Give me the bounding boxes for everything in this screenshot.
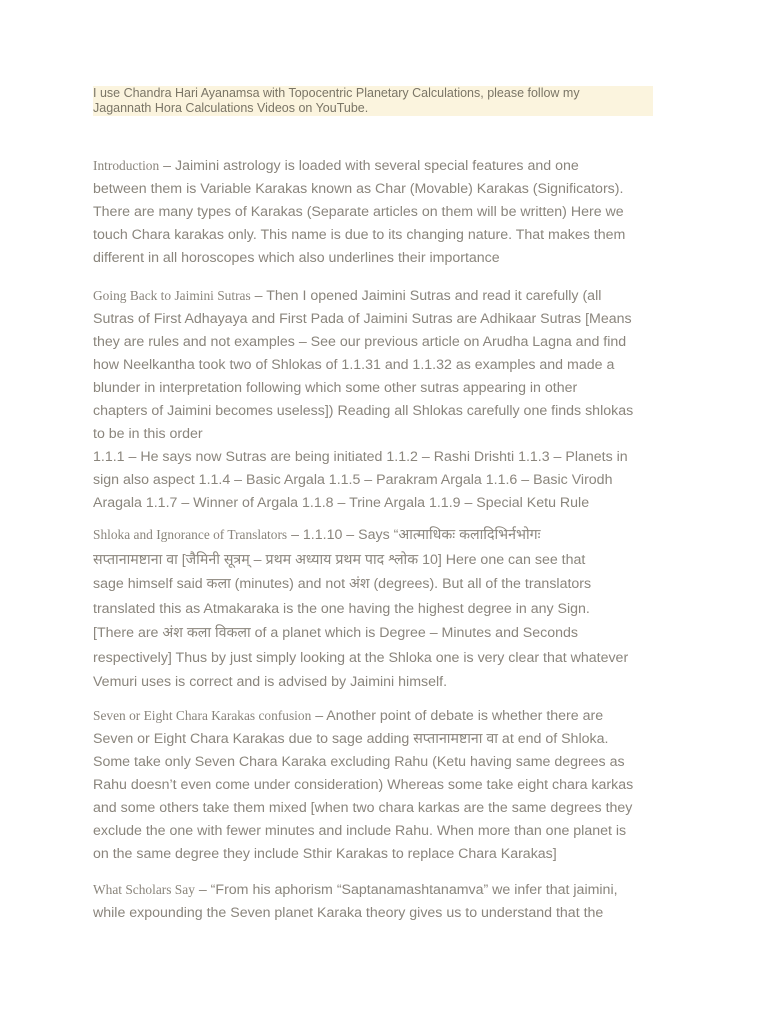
text-line: exclude the one with fewer minutes and include Rahu. When more than one planet is [93, 823, 627, 839]
text-line: to be in this order [93, 426, 203, 442]
text-line: – Then I opened Jaimini Sutras and read it carefully (all [250, 288, 602, 304]
text-line: sage himself said कला (minutes) and not अंश (degrees). But all of the translators [93, 576, 592, 592]
text-line: they are rules and not examples – See our previous article on Arudha Lagna and find [93, 334, 627, 350]
shloka-heading: Shloka and Ignorance of Translators [93, 527, 288, 542]
introduction-heading: Introduction [93, 158, 160, 173]
text-line: Some take only Seven Chara Karaka excluding Rahu (Ketu having same degrees as [93, 754, 625, 770]
introduction-paragraph [93, 154, 683, 270]
text-line: translated this as Atmakaraka is the one having the highest degree in any Sign. [93, 600, 590, 617]
text-line: Aragala 1.1.7 – Winner of Argala 1.1.8 – Trine Argala 1.1.9 – Special Ketu Rule [93, 495, 590, 511]
text-line: chapters of Jaimini becomes useless]) Reading all Shlokas carefully one finds shlokas [93, 403, 634, 419]
text-line: – “From his aphorism “Saptanamashtanamva” we infer that jaimini, [194, 882, 618, 898]
jaimini-sutras-heading: Going Back to Jaimini Sutras [93, 288, 251, 303]
text-line: – 1.1.10 – Says “आत्माधिकः कलादिभिर्नभोगः [287, 527, 541, 543]
text-line: different in all horoscopes which also underlines their importance [93, 250, 500, 266]
author-note-line-1: I use Chandra Hari Ayanamsa with Topocentric Planetary Calculations, please follow my [93, 86, 580, 100]
jaimini-sutras-paragraph [93, 284, 683, 515]
chara-karakas-confusion-paragraph [93, 704, 683, 866]
text-line: and some others take them mixed [when two chara karkas are the same degrees they [93, 800, 633, 816]
text-line: sign also aspect 1.1.4 – Basic Argala 1.1.5 – Parakram Argala 1.1.6 – Basic Virodh [93, 472, 613, 488]
text-line: touch Chara karakas only. This name is due to its changing nature. That makes them [93, 227, 626, 243]
shloka-paragraph [93, 523, 683, 695]
text-line: between them is Variable Karakas known as Char (Movable) Karakas (Significators). [93, 181, 624, 197]
text-line: – Another point of debate is whether there are [311, 708, 604, 724]
chara-karakas-confusion-heading: Seven or Eight Chara Karakas confusion [93, 708, 312, 723]
text-line: blunder in interpretation following which some other sutras appearing in other [93, 380, 578, 396]
text-line: Sutras of First Adhayaya and First Pada of Jaimini Sutras are Adhikaar Sutras [Means [93, 311, 632, 327]
text-line: सप्तानामष्टाना वा [जैमिनी सूत्रम् – प्रथम अध्याय प्रथम पाद श्लोक 10] Here one can see that [93, 551, 586, 568]
text-line: on the same degree they include Sthir Karakas to replace Chara Karakas] [93, 846, 557, 862]
text-line: Seven or Eight Chara Karakas due to sage adding सप्तानामष्टाना वा at end of Shloka. [93, 731, 609, 747]
text-line: while expounding the Seven planet Karaka theory gives us to understand that the [93, 905, 604, 921]
author-note [93, 86, 653, 116]
scholars-heading: What Scholars Say [93, 882, 195, 897]
text-line: respectively] Thus by just simply looking at the Shloka one is very clear that whatever [93, 649, 629, 666]
text-line: [There are अंश कला विकला of a planet which is Degree – Minutes and Seconds [93, 625, 579, 641]
text-line: how Neelkantha took two of Shlokas of 1.1.31 and 1.1.32 as examples and made a [93, 357, 615, 373]
scholars-paragraph [93, 878, 683, 925]
text-line: 1.1.1 – He says now Sutras are being initiated 1.1.2 – Rashi Drishti 1.1.3 – Planets in [93, 449, 628, 465]
text-line: – Jaimini astrology is loaded with several special features and one [159, 158, 579, 174]
author-note-line-2: Jagannath Hora Calculations Videos on YouTube. [93, 101, 369, 115]
text-line: Vemuri uses is correct and is advised by Jaimini himself. [93, 674, 448, 690]
text-line: Rahu doesn’t even come under consideration) Whereas some take eight chara karkas [93, 777, 634, 793]
text-line: There are many types of Karakas (Separate articles on them will be written) Here we [93, 204, 624, 220]
